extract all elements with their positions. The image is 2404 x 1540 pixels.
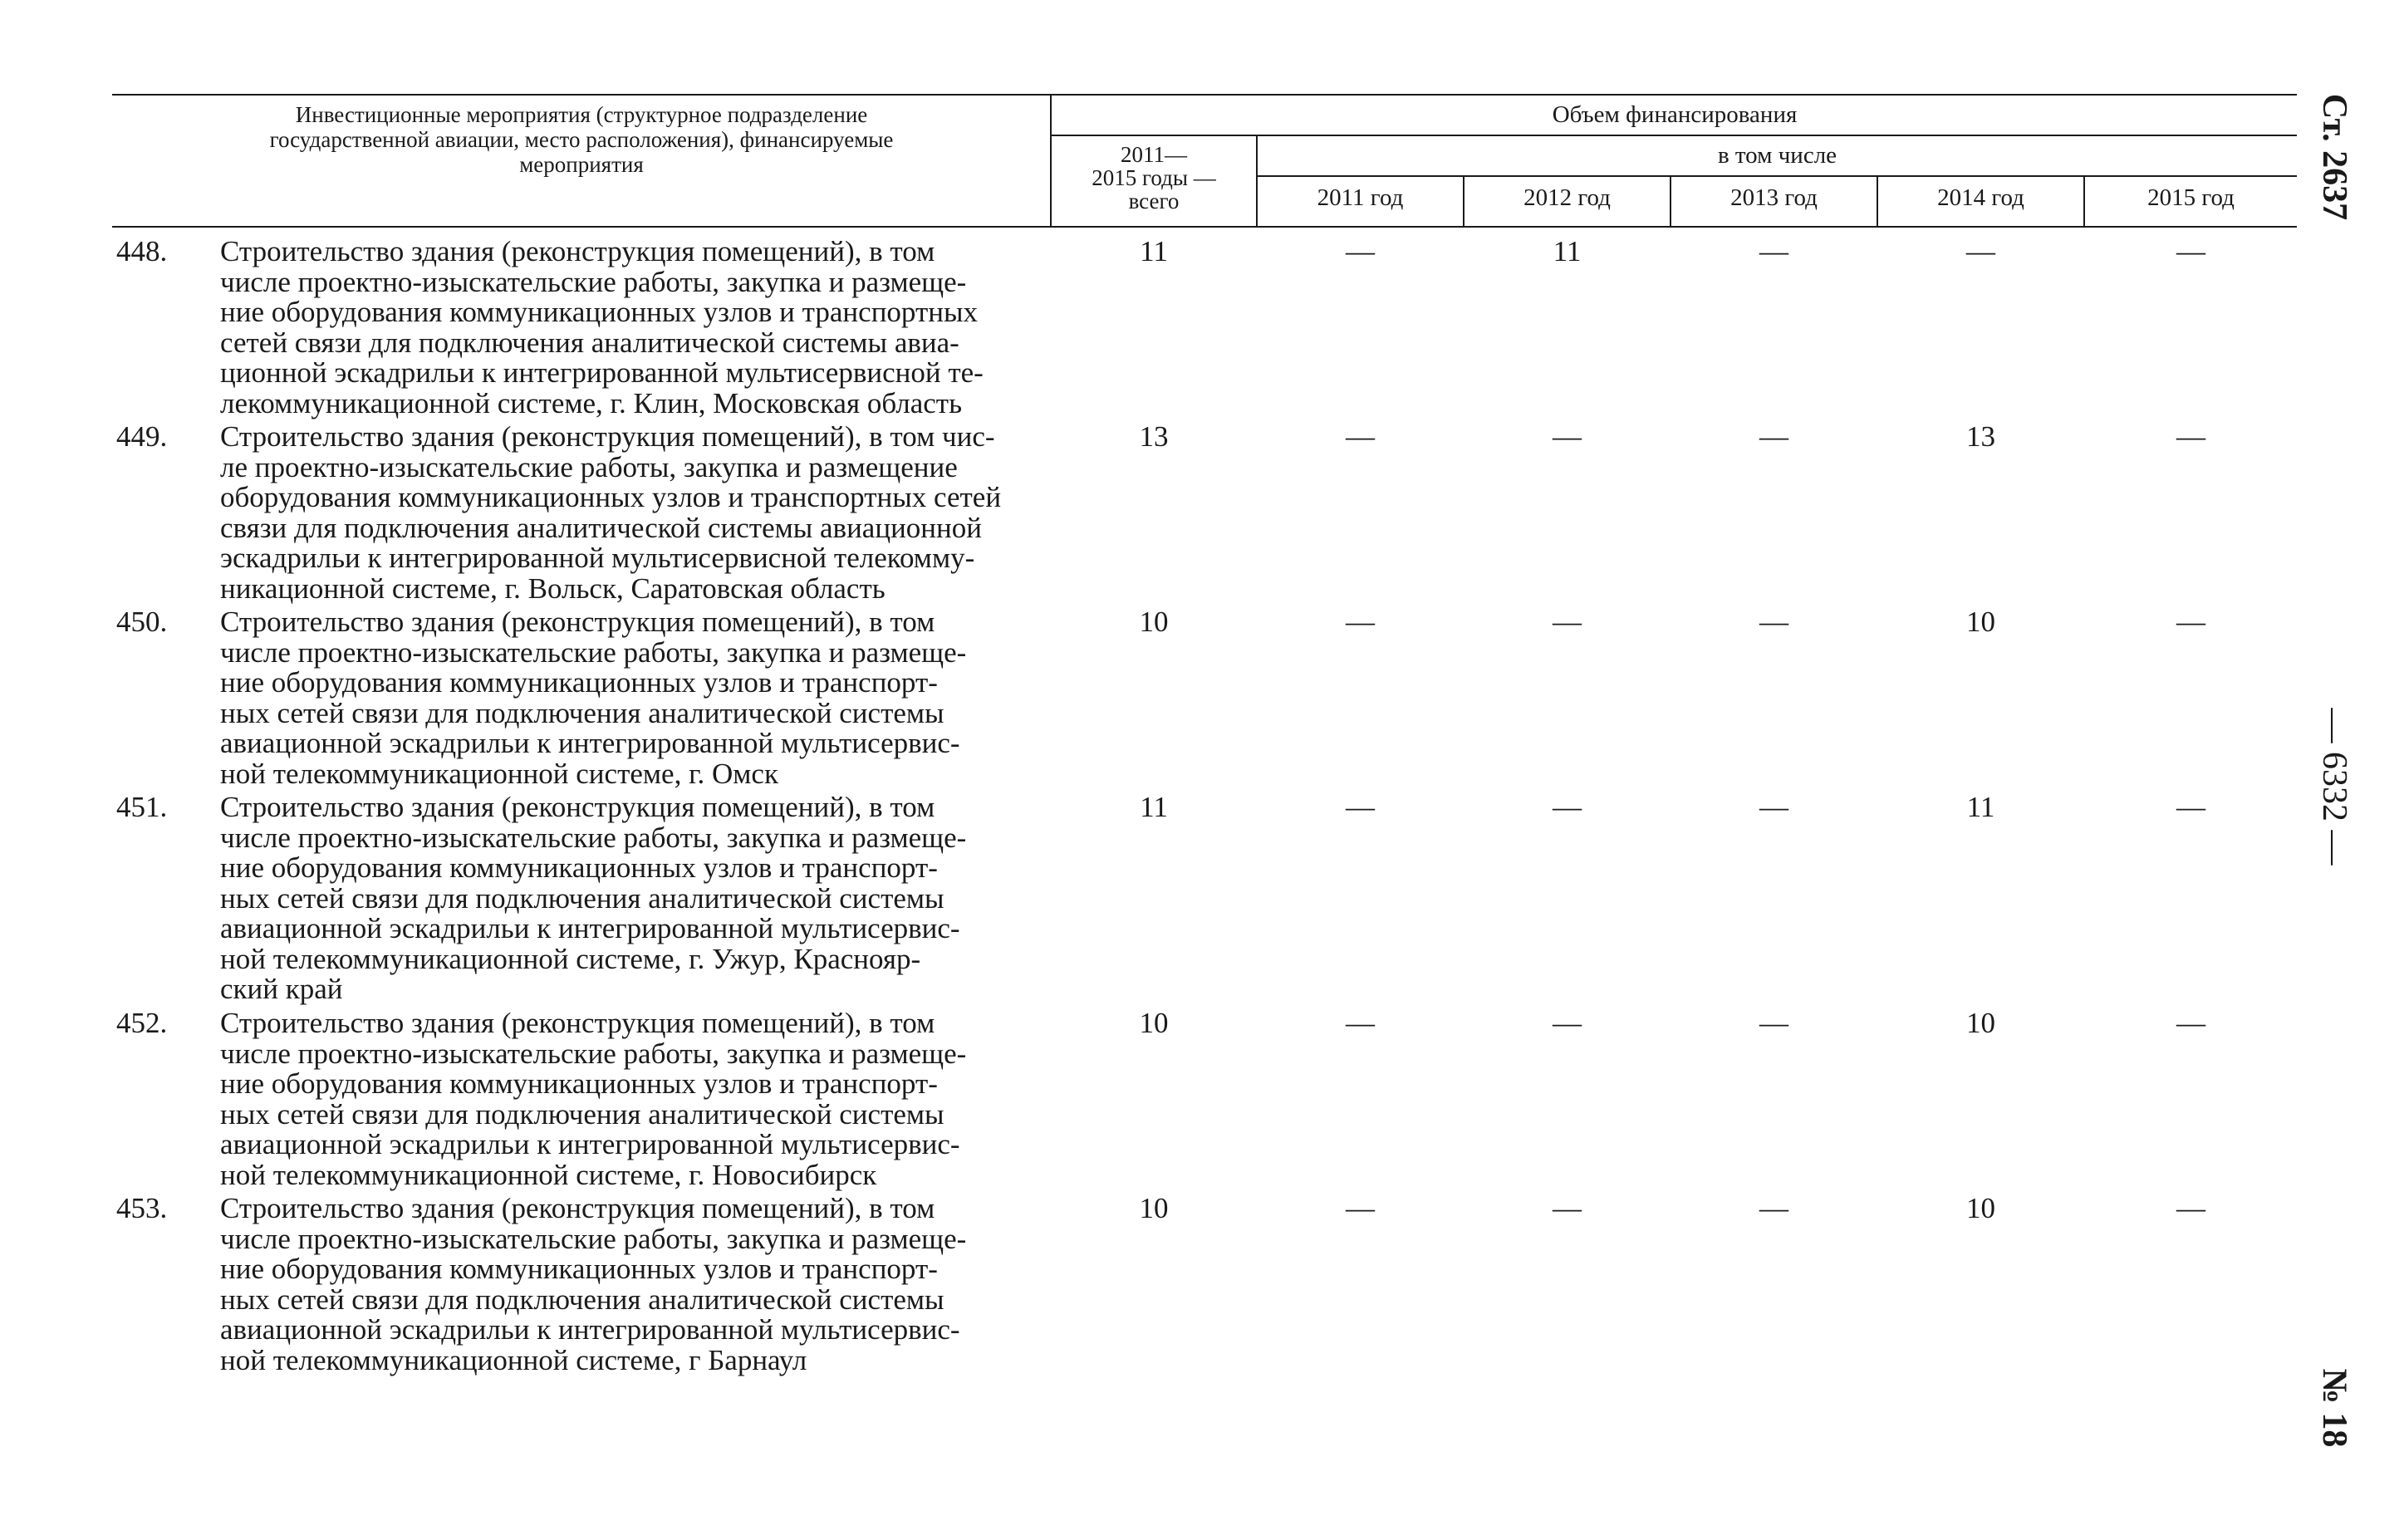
- header-year-2014: 2014 год: [1937, 184, 2024, 211]
- cell-2012: —: [1553, 420, 1582, 453]
- cell-2014: 10: [1966, 1192, 1995, 1224]
- row-description: Строительство здания (реконструкция помещений), в том числе проектно-изыскательские работы, закупка и размеще- ние оборудования коммуникационных узлов и транспортных сетей связи для подключения аналитической системы авиа- ционной эскадрильи к интегрированной мультисервисной те- лекоммуникационной системе, г. Клин, Московская область: [220, 235, 984, 419]
- row-number: 448.: [116, 235, 168, 267]
- row-description: Строительство здания (реконструкция помещений), в том числе проектно-изыскательские работы, закупка и размеще- ние оборудования коммуникационных узлов и транспорт- ных сетей связи для подключения аналитической системы авиационной эскадрильи к интегрированной мультисервис- ной телекоммуникационной системе, г Барнаул: [220, 1192, 967, 1376]
- cell-2015: —: [2176, 791, 2205, 823]
- cell-2013: —: [1759, 1192, 1788, 1224]
- header-year-2013: 2013 год: [1730, 184, 1818, 211]
- header-including: в том числе: [1717, 142, 1837, 169]
- row-number: 452.: [116, 1007, 168, 1039]
- header-bottom-rule: [112, 226, 2297, 228]
- cell-2012: —: [1553, 1192, 1582, 1224]
- cell-total: 13: [1139, 420, 1169, 453]
- row-number: 453.: [116, 1192, 168, 1224]
- cell-2015: —: [2176, 420, 2205, 453]
- header-top-rule: [112, 94, 2297, 96]
- header-year-2015: 2015 год: [2147, 184, 2235, 211]
- cell-2014: —: [1966, 235, 1995, 267]
- cell-2013: —: [1759, 420, 1788, 453]
- header-rule-funding: [1051, 135, 2297, 136]
- page-number: — 6332 —: [2315, 708, 2353, 866]
- cell-2013: —: [1759, 791, 1788, 823]
- header-year-2011: 2011 год: [1317, 184, 1404, 211]
- header-activities: Инвестиционные мероприятия (структурное подразделение государственной авиации, место расположения), финансируемые мероприятия: [269, 102, 894, 177]
- cell-2011: —: [1346, 235, 1375, 267]
- cell-2014: 10: [1966, 606, 1995, 638]
- header-funding-volume: Объем финансирования: [1552, 101, 1798, 128]
- cell-2012: —: [1553, 1007, 1582, 1039]
- cell-total: 10: [1139, 1007, 1169, 1039]
- cell-2012: 11: [1553, 235, 1582, 267]
- cell-2011: —: [1346, 791, 1375, 823]
- cell-2011: —: [1346, 606, 1375, 638]
- header-rule-including: [1257, 175, 2297, 177]
- header-year-2012: 2012 год: [1523, 184, 1611, 211]
- cell-2013: —: [1759, 1007, 1788, 1039]
- row-number: 451.: [116, 791, 168, 823]
- row-description: Строительство здания (реконструкция помещений), в том числе проектно-изыскательские работы, закупка и размеще- ние оборудования коммуникационных узлов и транспорт- ных сетей связи для подключения аналитической системы авиационной эскадрильи к интегрированной мультисервис- ной телекоммуникационной системе, г. Омск: [220, 606, 967, 790]
- row-description: Строительство здания (реконструкция помещений), в том чис- ле проектно-изыскательские работы, закупка и размещение оборудования коммуникационных узлов и транспортных сетей связи для подключения аналитической системы авиационной эскадрильи к интегрированной мультисервисной телекомму- никационной системе, г. Вольск, Саратовская область: [220, 420, 1002, 605]
- article-number: Ст. 2637: [2315, 93, 2353, 221]
- issue-number: № 18: [2315, 1368, 2353, 1448]
- cell-2011: —: [1346, 1192, 1375, 1224]
- cell-2011: —: [1346, 1007, 1375, 1039]
- cell-2013: —: [1759, 606, 1788, 638]
- row-description: Строительство здания (реконструкция помещений), в том числе проектно-изыскательские работы, закупка и размеще- ние оборудования коммуникационных узлов и транспорт- ных сетей связи для подключения аналитической системы авиационной эскадрильи к интегрированной мультисервис- ной телекоммуникационной системе, г. Новосибирск: [220, 1007, 967, 1191]
- cell-2014: 13: [1966, 420, 1995, 453]
- cell-2013: —: [1759, 235, 1788, 267]
- cell-total: 11: [1140, 235, 1168, 267]
- cell-2014: 10: [1966, 1007, 1995, 1039]
- cell-2015: —: [2176, 606, 2205, 638]
- row-number: 450.: [116, 606, 168, 638]
- cell-total: 10: [1139, 1192, 1169, 1224]
- header-total: 2011— 2015 годы — всего: [1092, 142, 1216, 213]
- cell-2015: —: [2176, 1192, 2205, 1224]
- cell-2012: —: [1553, 791, 1582, 823]
- cell-2015: —: [2176, 235, 2205, 267]
- cell-2011: —: [1346, 420, 1375, 453]
- cell-total: 10: [1139, 606, 1169, 638]
- row-number: 449.: [116, 420, 168, 453]
- cell-2015: —: [2176, 1007, 2205, 1039]
- row-description: Строительство здания (реконструкция помещений), в том числе проектно-изыскательские работы, закупка и размеще- ние оборудования коммуникационных узлов и транспорт- ных сетей связи для подключения аналитической системы авиационной эскадрильи к интегрированной мультисервис- ной телекоммуникационной системе, г. Ужур, Краснояр- ский край: [220, 791, 967, 1005]
- cell-2014: 11: [1966, 791, 1995, 823]
- cell-2012: —: [1553, 606, 1582, 638]
- cell-total: 11: [1140, 791, 1168, 823]
